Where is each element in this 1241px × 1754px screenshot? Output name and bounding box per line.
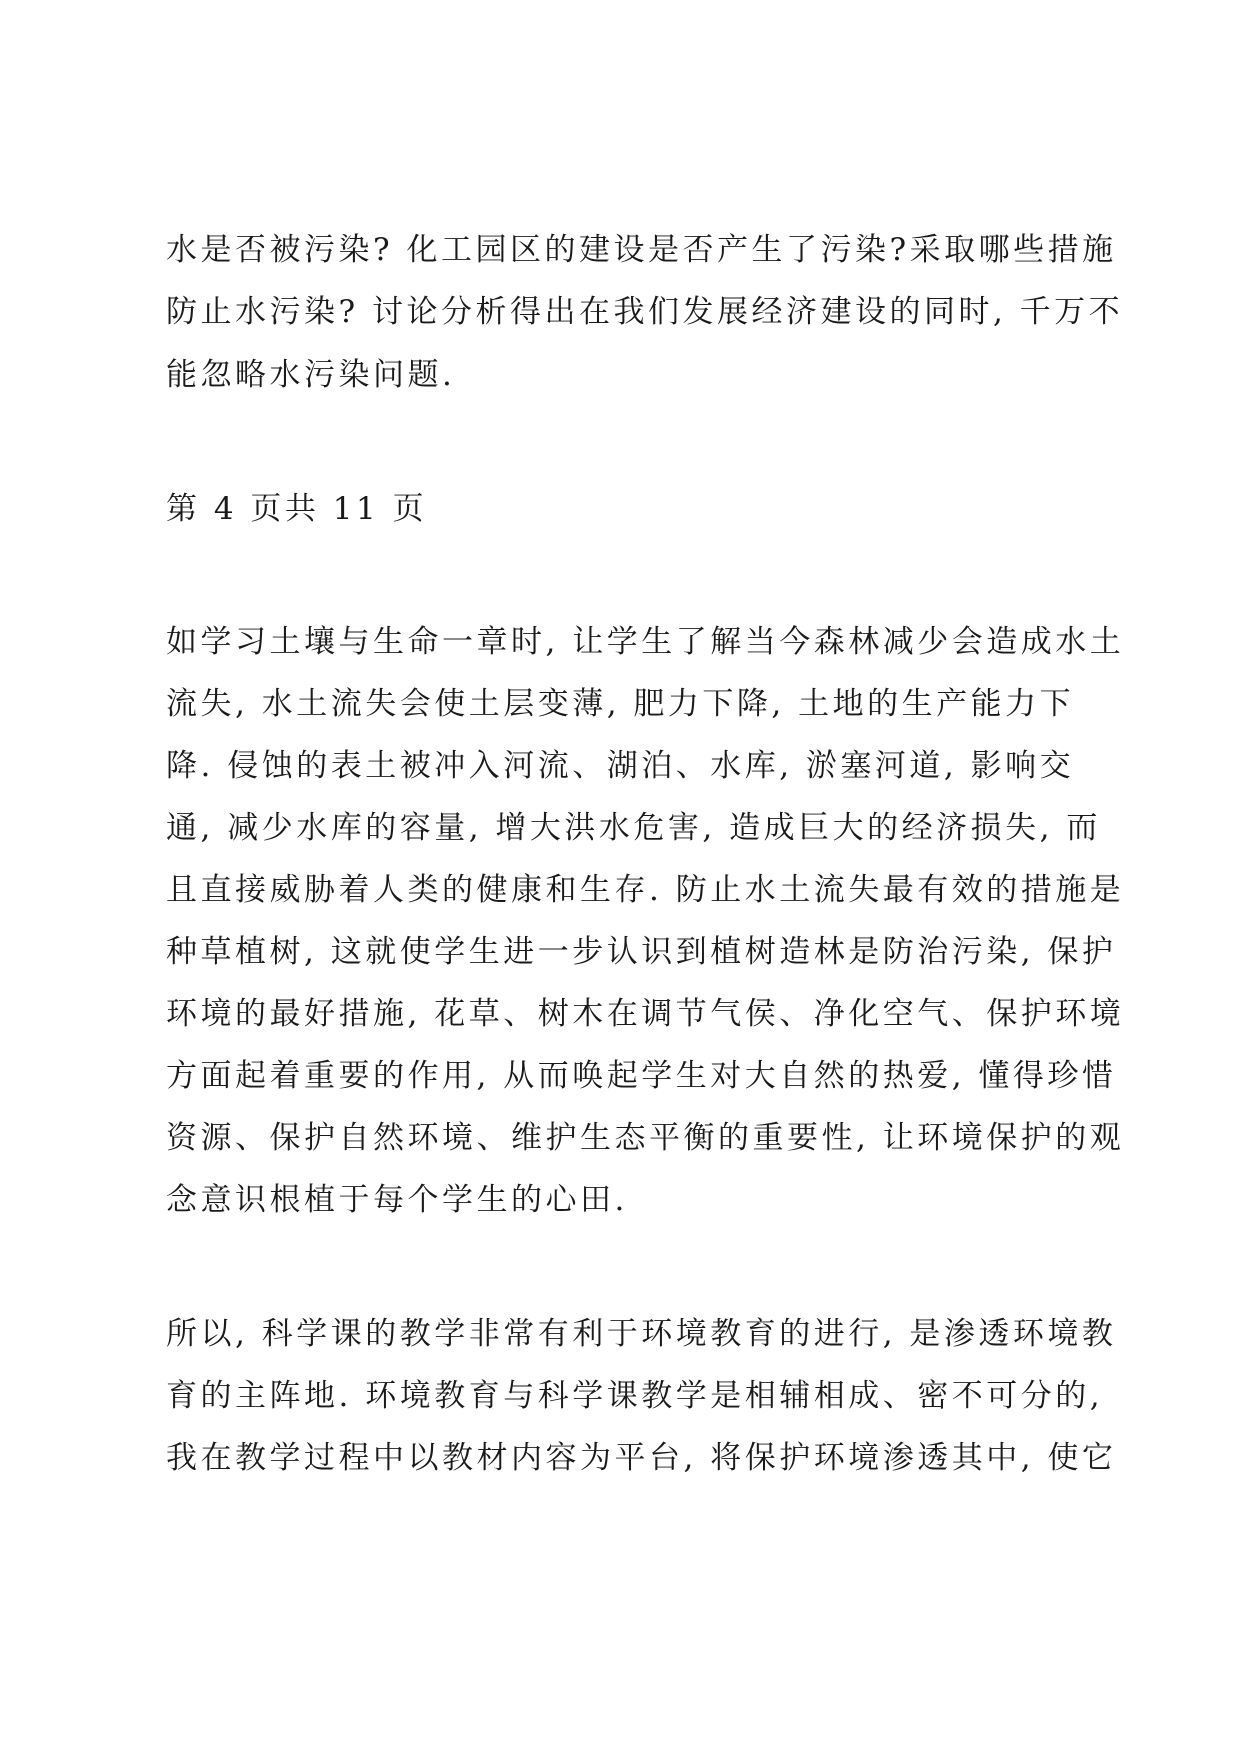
text-line: 环境的最好措施, 花草、树木在调节气侯、净化空气、保护环境: [166, 996, 1125, 1032]
text-line: 如学习土壤与生命一章时, 让学生了解当今森林减少会造成水土: [166, 624, 1125, 660]
text-line: 流失, 水土流失会使土层变薄, 肥力下降, 土地的生产能力下: [166, 686, 1075, 722]
text-line: 种草植树, 这就使学生进一步认识到植树造林是防治污染, 保护: [166, 934, 1117, 970]
text-line: 念意识根植于每个学生的心田.: [166, 1182, 628, 1218]
text-line: 所以, 科学课的教学非常有利于环境教育的进行, 是渗透环境教: [166, 1316, 1117, 1352]
text-line: 降. 侵蚀的表土被冲入河流、湖泊、水库, 淤塞河道, 影响交: [166, 748, 1075, 784]
text-line: 通, 减少水库的容量, 增大洪水危害, 造成巨大的经济损失, 而: [166, 810, 1101, 846]
text-line: 我在教学过程中以教材内容为平台, 将保护环境渗透其中, 使它: [166, 1440, 1117, 1476]
page-number-marker: 第 4 页共 11 页: [166, 491, 428, 527]
text-line: 资源、保护自然环境、维护生态平衡的重要性, 让环境保护的观: [166, 1120, 1125, 1156]
text-line: 能忽略水污染问题.: [166, 357, 456, 393]
text-line: 防止水污染? 讨论分析得出在我们发展经济建设的同时, 千万不: [166, 294, 1124, 330]
text-line: 且直接威胁着人类的健康和生存. 防止水土流失最有效的措施是: [166, 872, 1125, 908]
text-line: 方面起着重要的作用, 从而唤起学生对大自然的热爱, 懂得珍惜: [166, 1058, 1117, 1094]
text-line: 育的主阵地. 环境教育与科学课教学是相辅相成、密不可分的,: [166, 1378, 1104, 1414]
text-line: 水是否被污染? 化工园区的建设是否产生了污染?采取哪些措施: [166, 232, 1117, 268]
